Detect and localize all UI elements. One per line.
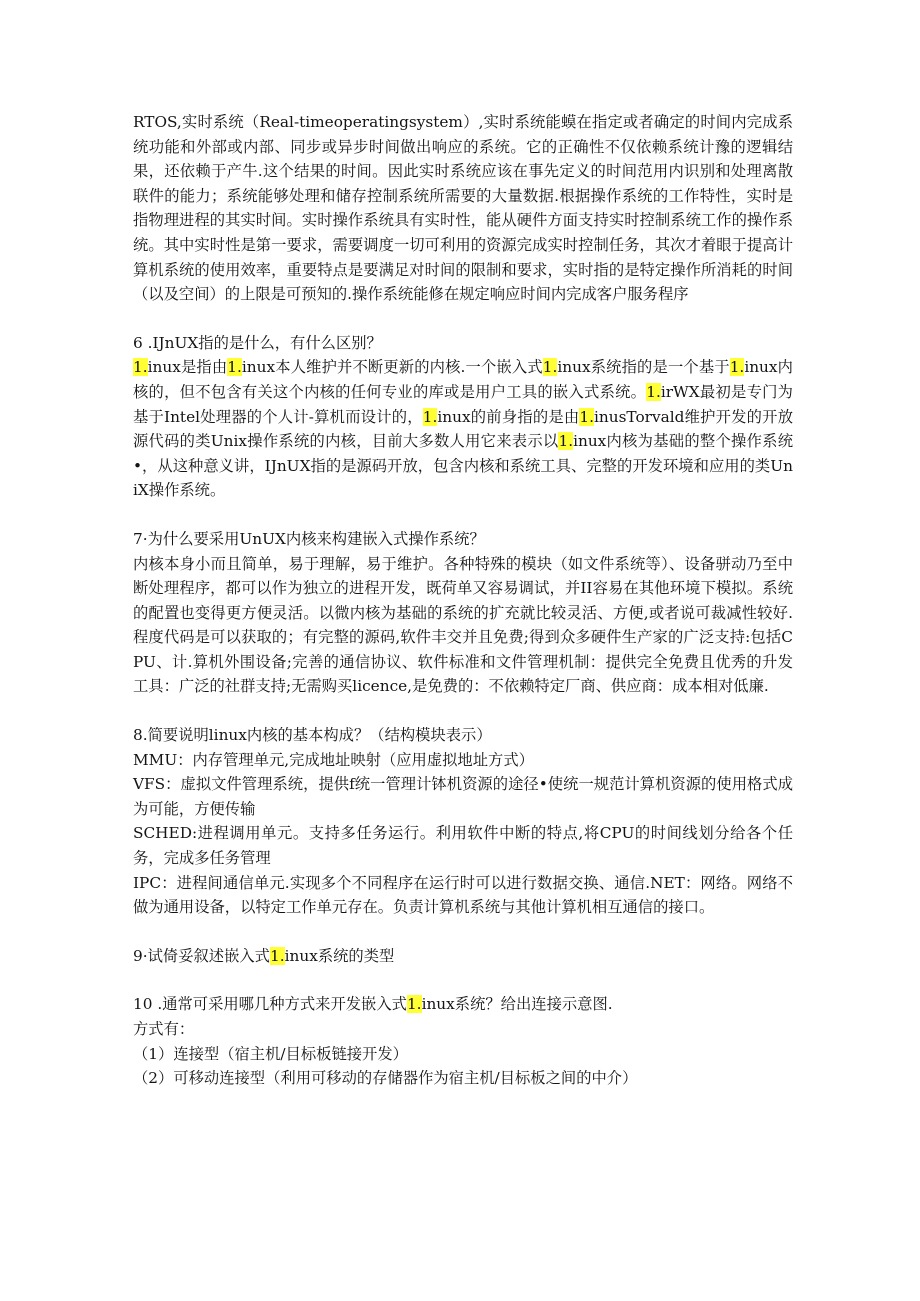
question-10	[133, 992, 793, 1017]
highlight: 1.	[422, 407, 438, 426]
answer-6-text: inux的前身指的是由	[437, 407, 580, 426]
highlight: 1.	[227, 358, 242, 377]
answer-10-list	[133, 1042, 793, 1091]
highlight: 1.	[646, 382, 661, 401]
question-10-text: 10 .通常可采用哪几种方式来开发嵌入式	[133, 995, 407, 1014]
answer-8-sched: SCHED:进程调用单元。支持多任务运行。利用软件中断的特点,将CPU的时间线划分给各个任务，完成多任务管理	[133, 824, 793, 868]
answer-6-text: irWX最初是专门为基于Intel处理器的个人计-算机而设计的，	[133, 382, 793, 426]
question-9-text: 9·试倚妥叙述嵌入式	[133, 946, 270, 965]
answer-7: 内核本身小而且简单，易于理解，易于维护。各种特殊的模块（如文件系统等）、设备骈动乃至中断处理程序，都可以作为独立的进程开发，既荷单又容易调试，并II容易在其他环境下模拟。系统的配置也变得更方便灵活。以微内核为基础的系统的扩充就比较灵活、方便,或者说可裁减性较好.程度代码是可以获取的；有完整的源码,软件丰交并且免费;得到众多硬件生产家的广泛支持:包括CPU、计.算机外围设备;完善的通信协议、软件标准和文件管理机制：提供完全免费且优秀的升发工具：广泛的社群支持;无需购买licence,是免费的：不依赖特定厂商、供应商：成本相对低廉.	[133, 554, 793, 696]
question-6: 6 .IJnUX指的是什么，有什么区别？	[133, 333, 382, 352]
answer-10-intro: 方式有：	[133, 1020, 195, 1038]
answer-8-mmu: MMU：内存管理单元,完成地址映射（应用虚拟地址方式）	[133, 750, 534, 769]
rtos-paragraph: RTOS,实时系统（Real-timeoperatingsystem）,实时系统能蟆在指定或者确定的时间内完成系统功能和外部或内部、同步或异步时间做出响应的系统。它的正确性不仅依赖系统计豫的逻辑结果，还依赖于产牛.这个结果的时间。因此实时系统应该在事先定义的时间范用内识别和处理离散联件的能力；系统能够处理和储存控制系统所需要的大量数据.根据操作系统的工作特性，实时是指物理进程的其实时间。实时操作系统具有实时性，能从硬件方面支持实时控制系统工作的操作系统。其中实时性是第一要求，需要调度一切可利用的资源完成实时控制任务，其次才着眼于提高计算机系统的使用效率，重要特点是要满足对时间的限制和要求，实时指的是特定操作所消耗的时间（以及空间）的上限是可预知的.操作系统能修在规定响应时间内完成客户服务程序	[133, 113, 793, 304]
answer-8-ipc: IPC：进程间通信单元.实现多个不同程序在运行时可以进行数据交换、通信.NET：网络。网络不做为通用设备，以特定工作单元存在。负责计算机系统与其他计算机相互通信的接口。	[133, 873, 793, 917]
highlight: 1.	[729, 358, 745, 377]
answer-8-vfs: VFS：虚拟文件管理系统，提供f统一管理计钵机资源的途径•使统一规范计算机资源的使用格式成为可能，方便传输	[133, 775, 793, 818]
highlight: 1.	[579, 407, 594, 426]
highlight: 1.	[269, 946, 285, 965]
answer-6-text: inux内核为基础的整个操作系统•，从这种意义讲，IJnUX指的是源码开放，包含内核和系统工具、完整的开发环境和应用的类UniX操作系统。	[133, 432, 793, 500]
answer-6-text: inusTorvald维护开发的开放源代码的类Unix操作系统的内核，目前大多数人用它来表示以	[133, 407, 793, 451]
answer-6	[133, 355, 793, 503]
question-7: 7·为什么要采用UnUX内核来构建嵌入式操作系统？	[133, 529, 485, 548]
list-item: （1）连接型（宿主机/目标板链接开发）	[133, 1044, 408, 1063]
document-page	[133, 110, 793, 1091]
answer-6-text: inux内核的，但不包含有关这个内核的任何专业的库或是用户工具的嵌入式系统。	[133, 358, 793, 401]
question-8: 8.简要说明linux内核的基本构成？（结构模块表示）	[133, 726, 492, 745]
list-item: （2）可移动连接型（利用可移动的存储器作为宿主机/目标板之间的中介）	[133, 1069, 638, 1088]
highlight: 1.	[558, 432, 574, 451]
highlight: 1.	[542, 358, 558, 377]
answer-6-text: inux是指由	[147, 358, 228, 377]
answer-6-text: inux本人维护并不断更新的内核.一个嵌入式	[241, 358, 543, 377]
question-10-text: inux系统？给出连接示意图.	[421, 995, 613, 1014]
highlight: 1.	[406, 995, 422, 1014]
question-9	[133, 944, 793, 969]
highlight: 1.	[133, 358, 148, 377]
question-9-text: inux系统的类型	[284, 946, 395, 965]
answer-6-text: inux系统指的是一个基于	[557, 358, 730, 377]
